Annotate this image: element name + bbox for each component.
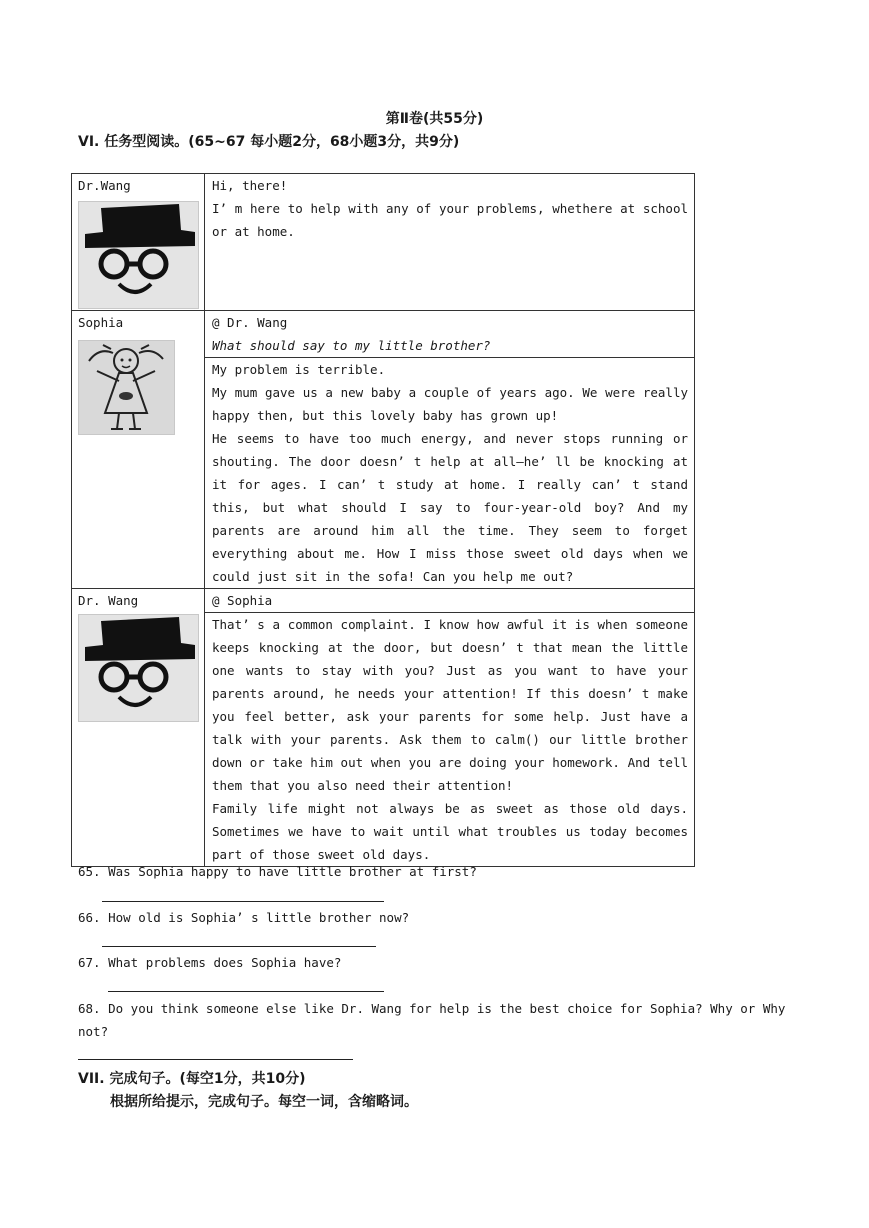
answer-line-66[interactable]	[102, 946, 376, 947]
answer-line-65[interactable]	[102, 901, 384, 902]
message-handle: @ Dr. Wang	[212, 315, 288, 330]
dr-wang-hat-glasses-icon	[78, 614, 199, 722]
page-title: 第Ⅱ卷(共55分)	[385, 111, 484, 127]
chat-table	[71, 173, 695, 867]
message-line: My problem is terrible.	[212, 362, 386, 377]
message-cell	[205, 358, 695, 589]
section-6-heading: VI. 任务型阅读。(65~67 每小题2分，68小题3分，共9分)	[78, 134, 460, 150]
message-question: What should say to my little brother?	[212, 338, 491, 353]
message-cell	[205, 589, 695, 613]
author-name: Sophia	[78, 315, 124, 330]
section-7-instruction: 根据所给提示，完成句子。每空一词，含缩略词。	[110, 1094, 418, 1110]
message-cell	[205, 174, 695, 311]
section-7-heading: VII. 完成句子。(每空1分，共10分)	[78, 1071, 306, 1087]
name-cell	[72, 589, 205, 867]
chat-row-dr-wang-intro	[72, 174, 695, 311]
message-line: That’ s a common complaint. I know how awful it is when someone keeps knocking at the door, but doesn’ t that mean the little one wants to stay with you? Just as you want to have your parents around, he needs your attention! If this doesn’ t make you feel better, ask your parents for some help. Just have a talk with your parents. Ask them to calm() our little brother down or take him out when you are doing your homework. And tell them that you also need their attention!	[212, 617, 688, 793]
answer-line-68[interactable]	[78, 1059, 353, 1060]
message-line: Family life might not always be as sweet as those old days. Sometimes we have to wait until what troubles us today becomes part of those sweet old days.	[212, 801, 688, 862]
question-68: 68. Do you think someone else like Dr. Wang for help is the best choice for Sophia? Why or Why not?	[78, 1001, 786, 1039]
answer-line-67[interactable]	[108, 991, 384, 992]
message-cell	[205, 311, 695, 358]
author-name: Dr.Wang	[78, 178, 131, 193]
question-65: 65. Was Sophia happy to have little brother at first?	[78, 864, 477, 879]
message-line: He seems to have too much energy, and never stops running or shouting. The door doesn’ t help at all—he’ ll be knocking at it for ages. I can’ t study at home. I really can’ t stand this, but what should I say to four-year-old boy? And my parents are around him all the time. They seem to forget everything about me. How I miss those sweet old days when we could just sit in the sofa! Can you help me out?	[212, 431, 688, 584]
dr-wang-hat-glasses-icon	[78, 201, 199, 309]
name-cell	[72, 311, 205, 589]
question-67: 67. What problems does Sophia have?	[78, 955, 342, 970]
message-line: I’ m here to help with any of your problems, whethere at school or at home.	[212, 201, 688, 239]
chat-row-dr-wang-reply-handle	[72, 589, 695, 613]
message-cell	[205, 613, 695, 867]
author-name: Dr. Wang	[78, 593, 139, 608]
message-line: My mum gave us a new baby a couple of years ago. We were really happy then, but this lovely baby has grown up!	[212, 385, 688, 423]
name-cell	[72, 174, 205, 311]
chat-row-sophia-question	[72, 311, 695, 358]
question-66: 66. How old is Sophia’ s little brother now?	[78, 910, 410, 925]
message-handle: @ Sophia	[212, 593, 273, 608]
message-line: Hi, there!	[212, 178, 288, 193]
sophia-girl-drawing-icon	[78, 340, 175, 435]
